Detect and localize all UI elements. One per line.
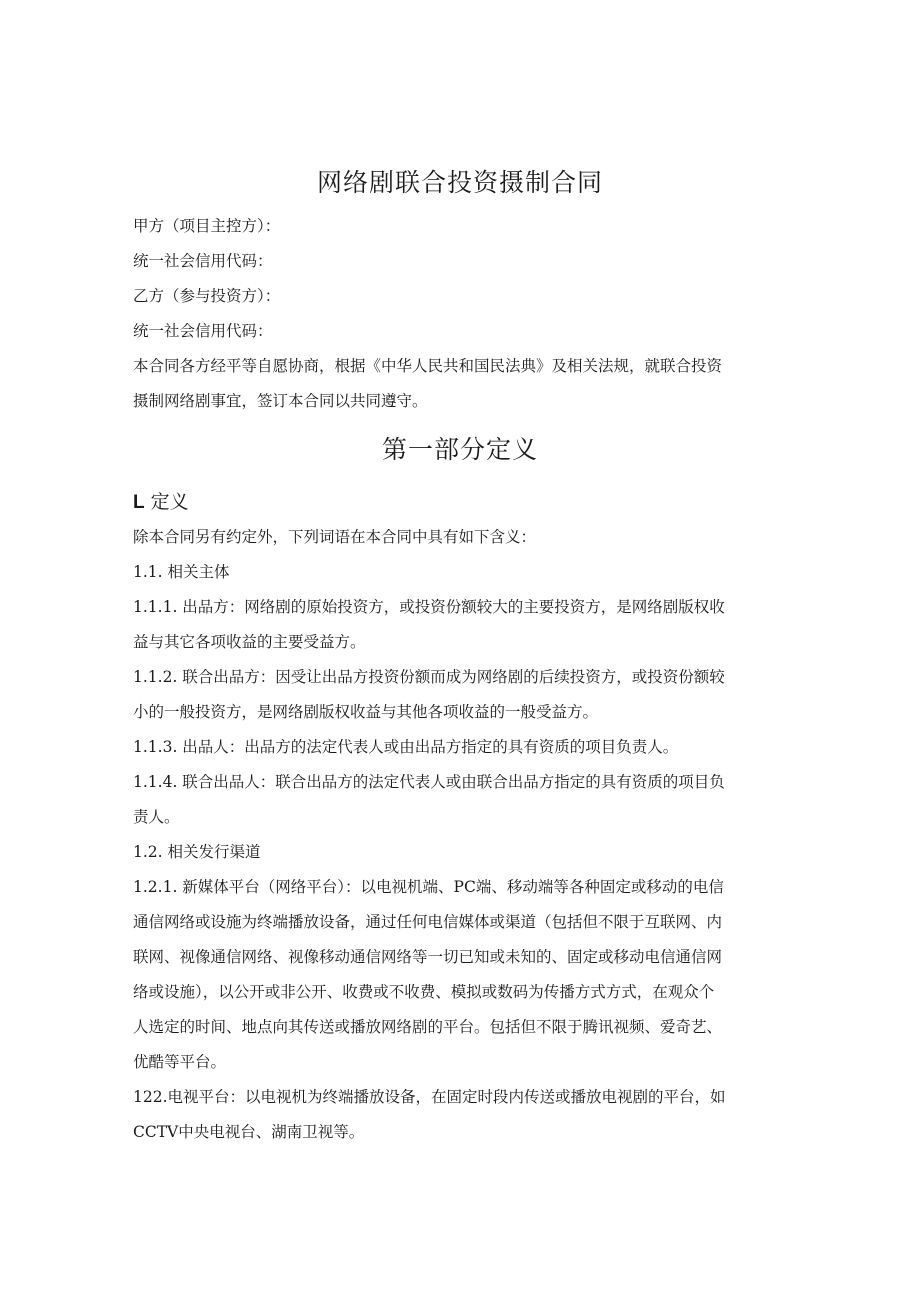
body-line: 络或设施），以公开或非公开、收费或不收费、模拟或数码为传播方式方式，在观众个: [133, 983, 715, 1001]
body-line: 优酷等平台。: [133, 1053, 227, 1071]
body-line: 1.1. 相关主体: [133, 563, 230, 581]
body-line: 1.1.2. 联合出品方：因受让出品方投资份额而成为网络剧的后续投资方，或投资份额较: [133, 668, 725, 686]
definition-heading: [133, 485, 785, 520]
body-line: 通信网络或设施为终端播放设备，通过任何电信媒体或渠道（包括但不限于互联网、内: [133, 913, 723, 931]
body-line: 1.2. 相关发行渠道: [133, 843, 261, 861]
section-title: 第一部分定义: [381, 435, 538, 464]
definition-heading-prefix: L: [133, 492, 145, 513]
party-b-line: 乙方（参与投资方）：: [133, 287, 281, 305]
definitions-block: [133, 485, 785, 1150]
body-line: 122.电视平台：以电视机为终端播放设备，在固定时段内传送或播放电视剧的平台，如: [133, 1088, 726, 1106]
body-line: 1.1.1. 出品方：网络剧的原始投资方，或投资份额较大的主要投资方，是网络剧版权收: [133, 598, 725, 616]
document-title: 网络剧联合投资摄制合同: [316, 168, 603, 197]
intro-block: [133, 209, 785, 419]
body-line: 益与其它各项收益的主要受益方。: [133, 633, 366, 651]
body-line: 1.1.3. 出品人：出品方的法定代表人或由出品方指定的具有资质的项目负责人。: [133, 738, 679, 756]
body-line: 小的一般投资方，是网络剧版权收益与其他各项收益的一般受益方。: [133, 703, 599, 721]
party-b-credit-code-line: 统一社会信用代码：: [133, 322, 273, 340]
body-line: CCTV中央电视台、湖南卫视等。: [133, 1123, 365, 1141]
preamble-line: 本合同各方经平等自愿协商，根据《中华人民共和国民法典》及相关法规，就联合投资: [133, 357, 723, 375]
body-line: 1.1.4. 联合出品人：联合出品方的法定代表人或由联合出品方指定的具有资质的项目负: [133, 773, 725, 791]
body-line: 责人。: [133, 808, 180, 826]
body-line: 联网、视像通信网络、视像移动通信网络等一切已知或未知的、固定或移动电信通信网: [133, 948, 723, 966]
body-line: 除本合同另有约定外，下列词语在本合同中具有如下含义：: [133, 528, 537, 546]
preamble-line: 摄制网络剧事宜，签订本合同以共同遵守。: [133, 392, 428, 410]
definition-heading-text: 定义: [150, 491, 189, 513]
party-a-credit-code-line: 统一社会信用代码：: [133, 252, 273, 270]
body-line: 人选定的时间、地点向其传送或播放网络剧的平台。包括但不限于腾讯视频、爱奇艺、: [133, 1018, 723, 1036]
body-line: 1.2.1. 新媒体平台（网络平台）：以电视机端、PC端、移动端等各种固定或移动的电信: [133, 878, 724, 896]
party-a-line: 甲方（项目主控方）：: [133, 217, 281, 235]
